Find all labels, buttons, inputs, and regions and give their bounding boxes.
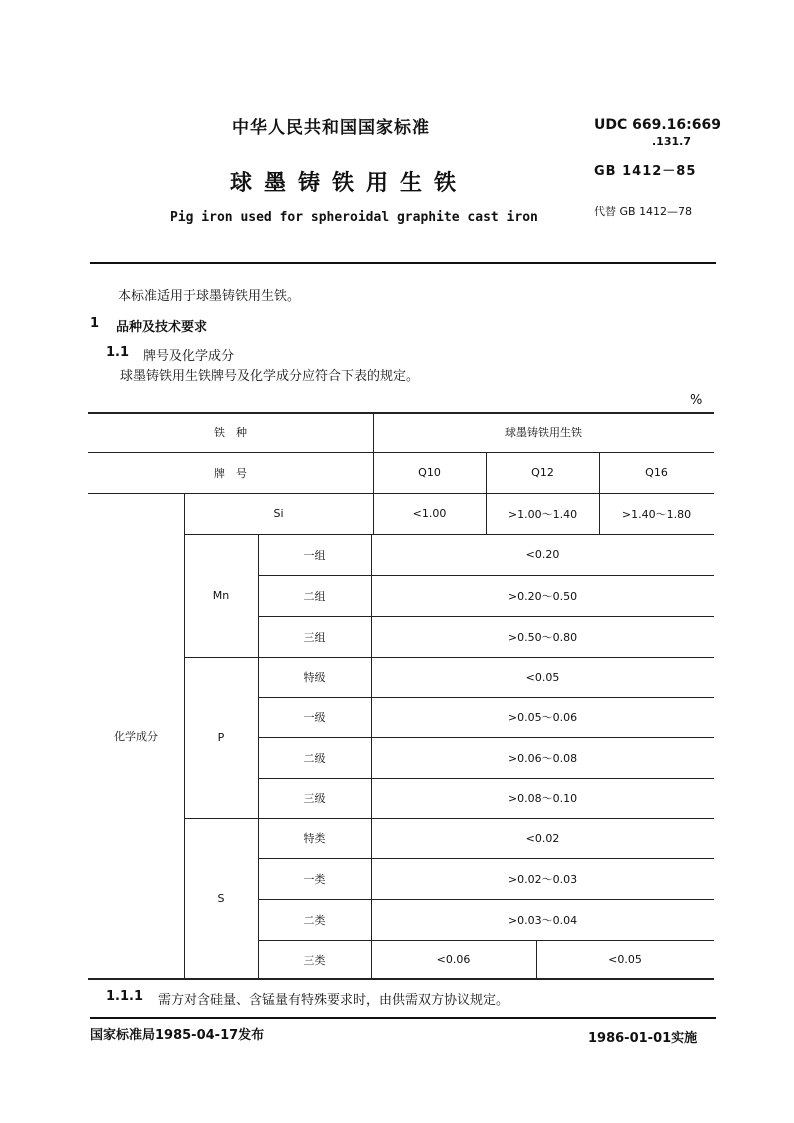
p-grade-label: 特级 [303, 671, 326, 684]
mn-group-label: 一组 [303, 548, 326, 562]
p-grade-value: >0.08～0.10 [507, 792, 578, 805]
mn-group-value: >0.50～0.80 [507, 630, 578, 644]
grade-q16: Q16 [645, 466, 668, 479]
p-grade-value: >0.05～0.06 [507, 711, 578, 724]
p-grade-value: <0.05 [525, 670, 560, 684]
s-label: S [217, 892, 225, 905]
replaces-standard: 代替 GB 1412—78 [594, 205, 693, 218]
grade-q10: Q10 [418, 466, 441, 479]
section-1-number: 1 [90, 316, 100, 331]
gb-number: GB 1412－85 [594, 164, 697, 179]
mn-label: Mn [212, 589, 230, 602]
s-class-value: <0.02 [525, 831, 560, 845]
p-grade-label: 三级 [303, 792, 326, 805]
scope-text: 本标准适用于球墨铸铁用生铁。 [118, 289, 301, 304]
national-standard-heading: 中华人民共和国国家标准 [232, 118, 430, 138]
mn-group-value: >0.20～0.50 [507, 589, 578, 603]
si-q10: <1.00 [412, 507, 447, 520]
section-1-1-number: 1.1 [106, 345, 130, 360]
chemical-composition-table [88, 412, 714, 980]
s-class-label: 一类 [303, 872, 326, 886]
iron-type-value: 球墨铸铁用生铁 [505, 426, 582, 439]
iron-type-label: 铁 种 [214, 426, 247, 439]
section-1-1-title: 牌号及化学成分 [143, 349, 235, 364]
note-number: 1.1.1 [106, 989, 144, 1004]
chemical-composition-label: 化学成分 [114, 730, 158, 743]
unit-percent: % [690, 393, 703, 408]
s-class-value: >0.02～0.03 [507, 872, 578, 886]
si-q12: >1.00～1.40 [507, 507, 578, 521]
effective-date: 1986-01-01实施 [588, 1031, 698, 1046]
footer-divider [90, 1017, 716, 1019]
s-class-value-q12-q16: <0.05 [608, 953, 642, 966]
mn-group-label: 三组 [303, 630, 326, 644]
s-class-label: 三类 [303, 953, 326, 967]
mn-group-value: <0.20 [525, 548, 560, 561]
udc-code: UDC 669.16:669 [594, 117, 721, 133]
grade-q12: Q12 [531, 466, 554, 479]
udc-code-line2: .131.7 [652, 135, 691, 148]
p-grade-label: 一级 [303, 711, 326, 724]
document-title-en: Pig iron used for spheroidal graphite cast iron [170, 210, 538, 225]
si-label: Si [273, 507, 284, 520]
s-class-value-q10: <0.06 [436, 953, 471, 966]
note-text: 需方对含硅量、含锰量有特殊要求时，由供需双方协议规定。 [158, 993, 510, 1008]
header-divider [90, 262, 716, 264]
issued-date: 国家标准局1985-04-17发布 [90, 1028, 265, 1043]
document-title-cn: 球墨铸铁用生铁 [230, 171, 469, 196]
s-class-label: 特类 [303, 832, 326, 845]
si-q16: >1.40～1.80 [621, 507, 692, 521]
section-1-1-text: 球墨铸铁用生铁牌号及化学成分应符合下表的规定。 [120, 369, 420, 384]
s-class-value: >0.03～0.04 [507, 913, 578, 927]
p-label: P [217, 731, 225, 744]
s-class-label: 二类 [303, 913, 326, 927]
mn-group-label: 二组 [303, 589, 326, 603]
grade-label: 牌 号 [214, 466, 247, 480]
section-1-title: 品种及技术要求 [116, 320, 208, 335]
p-grade-value: >0.06～0.08 [507, 751, 578, 765]
p-grade-label: 二级 [303, 751, 326, 765]
